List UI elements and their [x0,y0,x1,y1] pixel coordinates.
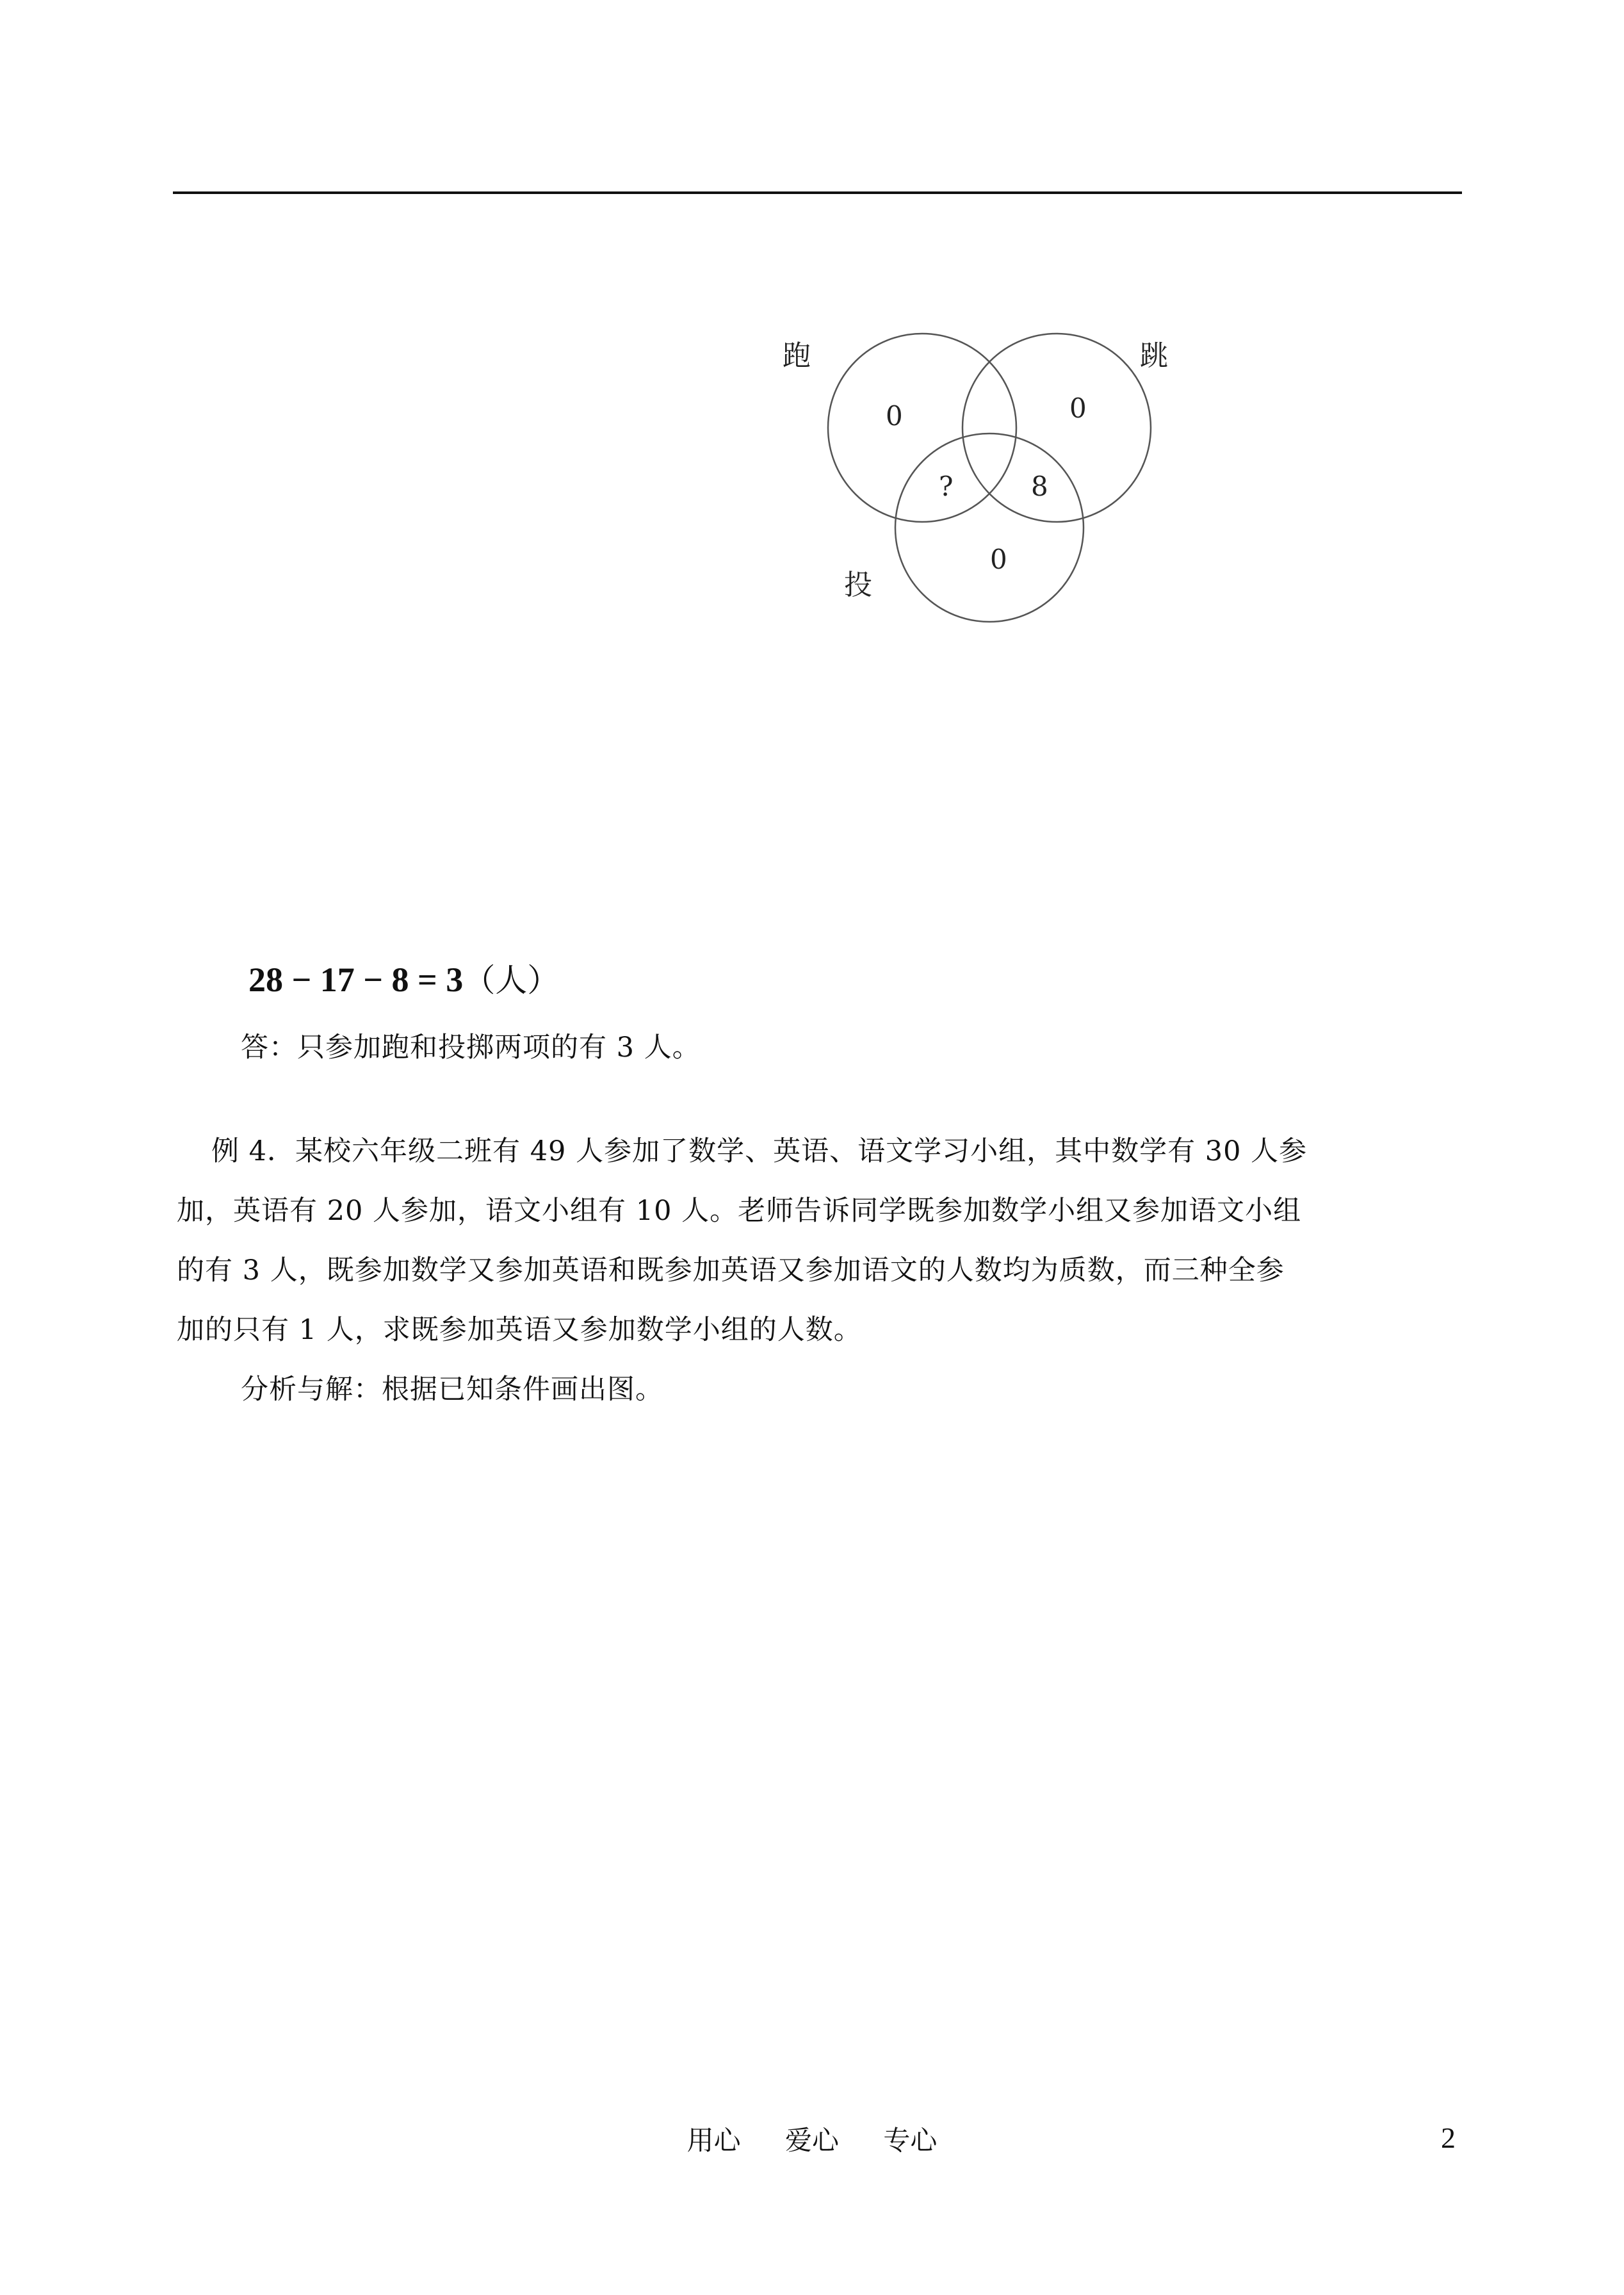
venn-diagram [0,0,1624,704]
region-jump-throw: 8 [1031,471,1048,502]
region-throw-only: 0 [990,544,1007,575]
example4-line-1: 例 4．某校六年级二班有 49 人参加了数学、英语、语文学习小组，其中数学有 30 人参 [211,1135,1308,1167]
example4-line-3: 的有 3 人，既参加数学又参加英语和既参加英语又参加语文的人数均为质数，而三种全参 [177,1254,1285,1286]
footer-motto-1: 用心 [686,2125,741,2156]
footer-motto-2: 爱心 [784,2125,839,2156]
analysis-line: 分析与解：根据已知条件画出图。 [241,1374,663,1406]
region-run-throw: ? [939,471,954,502]
footer-motto-3: 专心 [883,2125,938,2156]
solution-equation [248,961,559,1000]
run-label: 跑 [783,339,811,372]
run-circle [828,334,1016,522]
throw-circle [895,434,1084,622]
equation-expression: 28 − 17 − 8 = 3 [248,961,464,999]
footer-mottos [0,2120,1624,2158]
equation-unit: （人） [463,962,560,999]
jump-label: 跳 [1140,339,1168,372]
jump-circle [962,334,1151,522]
page-number: 2 [1441,2121,1456,2154]
throw-label: 投 [844,569,872,601]
example4-line-4: 加的只有 1 人，求既参加英语又参加数学小组的人数。 [177,1314,862,1346]
region-jump-only: 0 [1069,393,1087,424]
example4-line-2: 加，英语有 20 人参加，语文小组有 10 人。老师告诉同学既参加数学小组又参加语文小组 [177,1195,1302,1227]
region-run-only: 0 [886,400,903,432]
solution-answer: 答：只参加跑和投掷两项的有 3 人。 [241,1032,701,1064]
